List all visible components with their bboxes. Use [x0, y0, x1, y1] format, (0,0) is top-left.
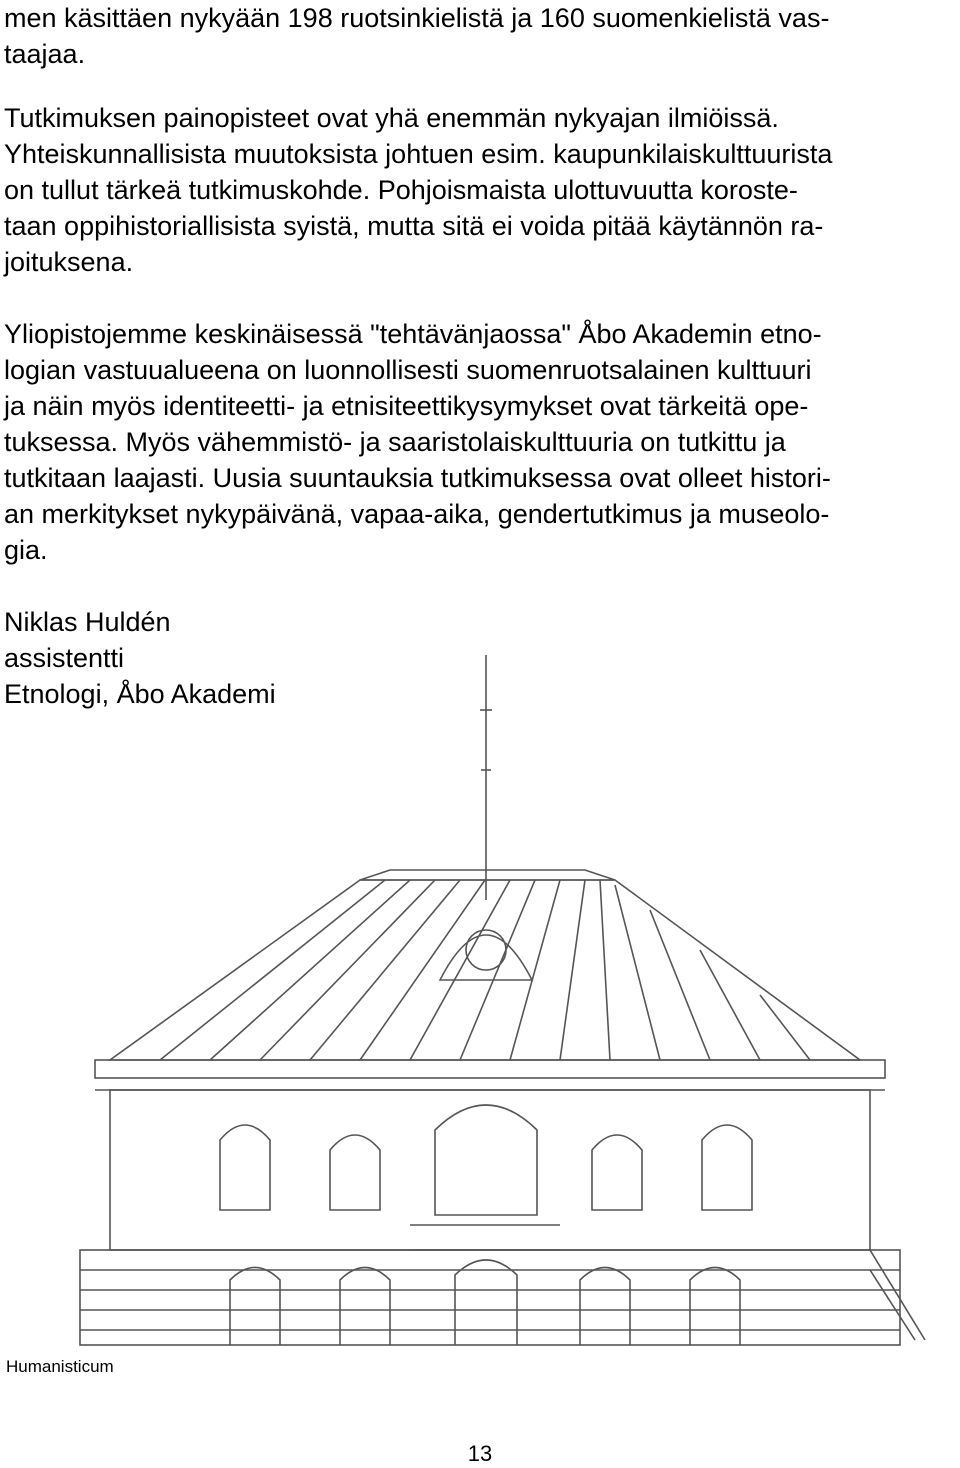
building-illustration [40, 650, 940, 1350]
text-line: joituksena. [4, 247, 134, 277]
paragraph-1 [4, 0, 956, 72]
figure-caption: Humanisticum [6, 1357, 114, 1376]
paragraph-2 [4, 100, 956, 280]
paragraph-3 [4, 316, 956, 568]
text-line: an merkitykset nykypäivänä, vapaa-aika, gendertutkimus ja museolo- [4, 499, 830, 529]
text-line: Tutkimuksen painopisteet ovat yhä enemmän nykyajan ilmiöissä. [4, 103, 779, 133]
text-line: gia. [4, 535, 48, 565]
text-line: Yhteiskunnallisista muutoksista johtuen esim. kaupunkilaiskulttuurista [4, 139, 833, 169]
page-number: 13 [467, 1441, 493, 1466]
text-line: taajaa. [4, 39, 86, 69]
text-line: ja näin myös identiteetti- ja etnisiteettikysymykset ovat tärkeitä ope- [4, 391, 809, 421]
author-name: Niklas Huldén [4, 607, 171, 637]
author-affiliation: Etnologi, Åbo Akademi [4, 679, 276, 709]
text-line: tuksessa. Myös vähemmistö- ja saaristolaiskulttuuria on tutkittu ja [4, 427, 786, 457]
text-line: taan oppihistoriallisista syistä, mutta sitä ei voida pitää käytännön ra- [4, 211, 824, 241]
text-line: on tullut tärkeä tutkimuskohde. Pohjoismaista ulottuvuutta koroste- [4, 175, 798, 205]
text-line: logian vastuualueena on luonnollisesti suomenruotsalainen kulttuuri [4, 355, 812, 385]
author-title: assistentti [4, 643, 125, 673]
text-line: tutkitaan laajasti. Uusia suuntauksia tutkimuksessa ovat olleet histori- [4, 463, 831, 493]
text-line: Yliopistojemme keskinäisessä "tehtävänjaossa" Åbo Akademin etno- [4, 319, 822, 349]
text-line: men käsittäen nykyään 198 ruotsinkielistä ja 160 suomenkielistä vas- [4, 3, 830, 33]
